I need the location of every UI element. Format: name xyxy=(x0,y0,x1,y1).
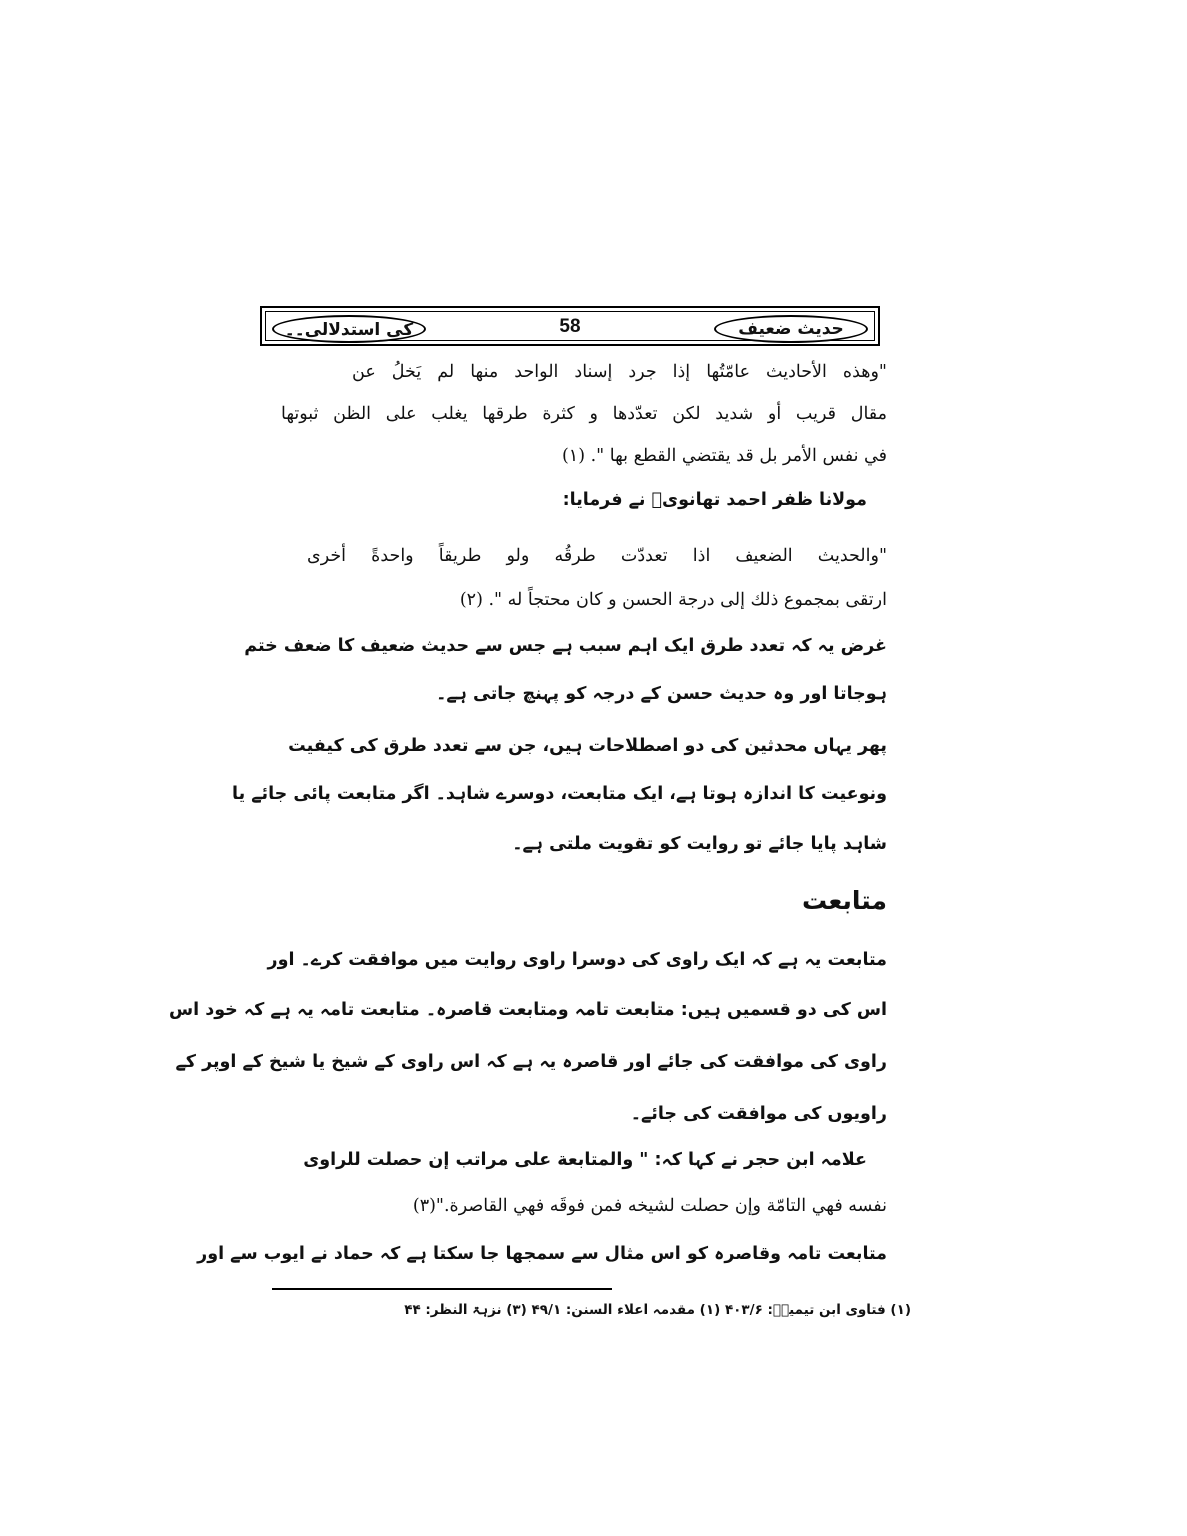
urdu-paragraph-line-9: پھر یہاں محدثین کی دو اصطلاحات ہیں، جن سے تعدد طرق کی کیفیت xyxy=(288,736,887,756)
arabic-quote-line-3: في نفس الأمر بل قد يقتضي القطع بها ". (۱) xyxy=(561,446,887,466)
page-header xyxy=(260,306,880,346)
header-right-label: حدیث ضعیف xyxy=(738,319,844,339)
footnotes: (۱) فتاوی ابن تیمیہؒ: ۴۰۳/۶ (۱) مقدمہ اعلاء السنن: ۴۹/۱ (۳) نزہۃ النظر: ۴۴ xyxy=(404,1302,911,1318)
header-left-label: کی استدلالی۔۔ xyxy=(284,319,414,340)
urdu-paragraph-line-15: راویوں کی موافقت کی جائے۔ xyxy=(630,1104,887,1124)
urdu-paragraph-line-7: غرض یہ کہ تعدد طرق ایک اہم سبب ہے جس سے حدیث ضعیف کا ضعف ختم xyxy=(244,636,887,656)
urdu-paragraph-line-18: متابعت تامہ وقاصرہ کو اس مثال سے سمجھا جا سکتا ہے کہ حماد نے ایوب سے اور xyxy=(197,1244,887,1264)
urdu-paragraph-line-13: اس کی دو قسمیں ہیں: متابعت تامہ ومتابعت قاصرہ۔ متابعت تامہ یہ ہے کہ خود اس xyxy=(168,1000,887,1020)
arabic-quote-line-5: "والحديث الضعيف اذا تعددّت طرقُه ولو طريقاً واحدةً أخرى xyxy=(307,546,887,566)
arabic-quote-line-17: نفسه فهي التامّة وإن حصلت لشيخه فمن فوقَه فهي القاصرة."(۳) xyxy=(412,1196,887,1216)
urdu-paragraph-line-16: علامہ ابن حجر نے کہا کہ: " والمتابعة على مراتب إن حصلت للراوى xyxy=(303,1150,867,1170)
urdu-paragraph-line-10: ونوعیت کا اندازہ ہوتا ہے، ایک متابعت، دوسرے شاہد۔ اگر متابعت پائی جائے یا xyxy=(232,784,887,804)
footnote-divider xyxy=(272,1288,612,1290)
urdu-paragraph-line-12: متابعت یہ ہے کہ ایک راوی کی دوسرا راوی روایت میں موافقت کرے۔ اور xyxy=(267,950,887,970)
arabic-quote-line-2: مقال قريب أو شديد لكن تعدّدها و كثرة طرقها يغلب على الظن ثبوتها xyxy=(281,404,887,424)
arabic-quote-line-6: ارتقى بمجموع ذلك إلى درجة الحسن و كان محتجاً له ". (۲) xyxy=(459,590,887,610)
header-title-left xyxy=(272,315,426,343)
urdu-paragraph-line-8: ہوجاتا اور وہ حدیث حسن کے درجہ کو پہنچ جاتی ہے۔ xyxy=(436,684,887,704)
section-heading: متابعت xyxy=(801,886,887,915)
page-number: 58 xyxy=(559,316,581,337)
urdu-paragraph-line-11: شاہد پایا جائے تو روایت کو تقویت ملتی ہے۔ xyxy=(512,834,887,854)
urdu-paragraph-line-14: راوی کی موافقت کی جائے اور قاصرہ یہ ہے کہ اس راوی کے شیخ یا شیخ کے اوپر کے xyxy=(175,1052,887,1072)
urdu-text-line-4: مولانا ظفر احمد تھانویؒ نے فرمایا: xyxy=(562,490,867,510)
arabic-quote-line-1: "وهذه الأحاديث عامّتُها إذا جرد إسناد الواحد منها لم يَخلُ عن xyxy=(352,362,887,382)
